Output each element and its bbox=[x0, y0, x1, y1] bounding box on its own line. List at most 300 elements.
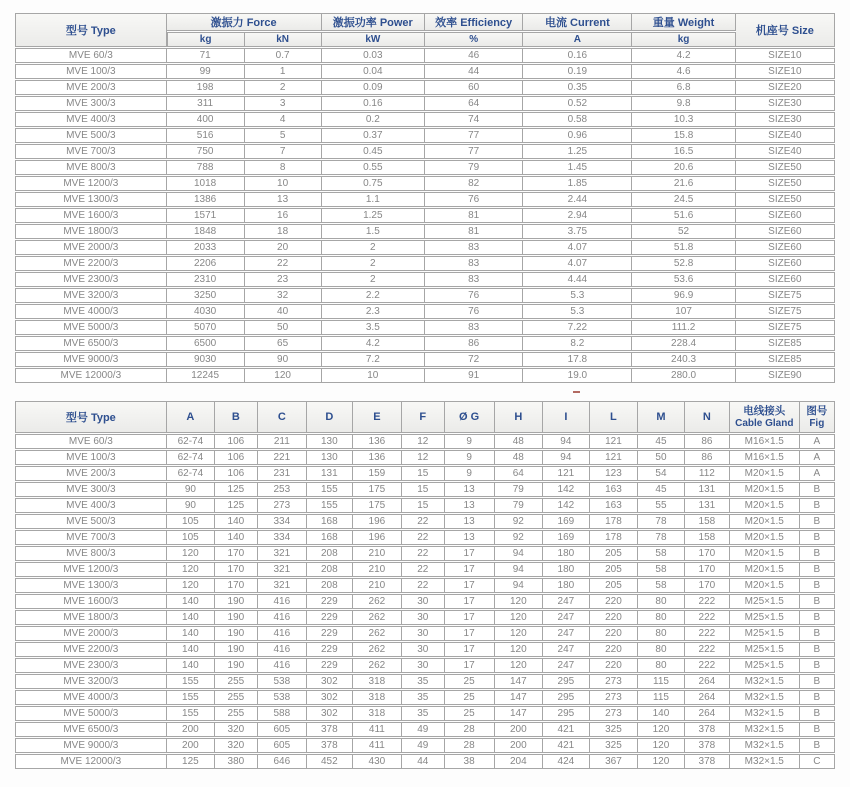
value-cell: 3.5 bbox=[322, 320, 425, 335]
value-cell: 25 bbox=[445, 706, 495, 721]
value-cell: 76 bbox=[425, 304, 523, 319]
value-cell: 295 bbox=[543, 674, 590, 689]
value-cell: 24.5 bbox=[632, 192, 735, 207]
value-cell: 20 bbox=[245, 240, 322, 255]
dimension-table-body bbox=[15, 434, 835, 769]
value-cell: M32×1.5 bbox=[730, 754, 800, 769]
value-cell: 0.03 bbox=[322, 48, 425, 63]
value-cell: 18 bbox=[245, 224, 322, 239]
value-cell: 0.96 bbox=[523, 128, 632, 143]
col-header-h: H bbox=[495, 401, 543, 433]
value-cell: 2310 bbox=[167, 272, 245, 287]
value-cell: 96.9 bbox=[632, 288, 735, 303]
model-cell: MVE 2300/3 bbox=[15, 272, 167, 287]
value-cell: 15 bbox=[402, 498, 445, 513]
value-cell: SIZE85 bbox=[736, 336, 835, 351]
value-cell: 106 bbox=[215, 434, 258, 449]
value-cell: 416 bbox=[258, 594, 307, 609]
table-row bbox=[15, 64, 835, 79]
value-cell: 30 bbox=[402, 626, 445, 641]
value-cell: 140 bbox=[167, 626, 215, 641]
model-cell: MVE 60/3 bbox=[15, 48, 167, 63]
value-cell: 170 bbox=[215, 562, 258, 577]
table-row bbox=[15, 112, 835, 127]
unit-weight-kg: kg bbox=[632, 32, 735, 47]
table-row bbox=[15, 658, 835, 673]
value-cell: 123 bbox=[590, 466, 638, 481]
value-cell: 5.3 bbox=[523, 288, 632, 303]
value-cell: 65 bbox=[245, 336, 322, 351]
value-cell: 9.8 bbox=[632, 96, 735, 111]
value-cell: 9030 bbox=[167, 352, 245, 367]
value-cell: 325 bbox=[590, 738, 638, 753]
value-cell: 3.75 bbox=[523, 224, 632, 239]
table-row bbox=[15, 530, 835, 545]
model-cell: MVE 400/3 bbox=[15, 498, 167, 513]
value-cell: 205 bbox=[590, 562, 638, 577]
col-header-d: D bbox=[307, 401, 353, 433]
col-header-e: E bbox=[353, 401, 402, 433]
value-cell: 7.2 bbox=[322, 352, 425, 367]
fig-label-zh: 图号 bbox=[806, 404, 828, 417]
value-cell: 30 bbox=[402, 610, 445, 625]
value-cell: 262 bbox=[353, 626, 402, 641]
value-cell: 0.7 bbox=[245, 48, 322, 63]
value-cell: 6.8 bbox=[632, 80, 735, 95]
value-cell: SIZE60 bbox=[736, 224, 835, 239]
value-cell: 1.1 bbox=[322, 192, 425, 207]
value-cell: 130 bbox=[307, 434, 353, 449]
value-cell: B bbox=[800, 674, 835, 689]
value-cell: 130 bbox=[307, 450, 353, 465]
value-cell: 77 bbox=[425, 128, 523, 143]
value-cell: 140 bbox=[215, 514, 258, 529]
value-cell: 0.37 bbox=[322, 128, 425, 143]
model-cell: MVE 2300/3 bbox=[15, 658, 167, 673]
value-cell: 334 bbox=[258, 514, 307, 529]
table-row bbox=[15, 240, 835, 255]
value-cell: 158 bbox=[685, 514, 730, 529]
model-cell: MVE 4000/3 bbox=[15, 690, 167, 705]
value-cell: 2 bbox=[245, 80, 322, 95]
value-cell: 22 bbox=[402, 578, 445, 593]
value-cell: 1.5 bbox=[322, 224, 425, 239]
col-header-type: 型号 Type bbox=[15, 13, 167, 47]
col-header-fig bbox=[800, 401, 835, 433]
col-header-i: I bbox=[543, 401, 590, 433]
value-cell: 273 bbox=[258, 498, 307, 513]
unit-current-a: A bbox=[523, 32, 632, 47]
model-cell: MVE 60/3 bbox=[15, 434, 167, 449]
value-cell: 222 bbox=[685, 642, 730, 657]
col-header-f: F bbox=[402, 401, 445, 433]
value-cell: 86 bbox=[685, 434, 730, 449]
value-cell: 77 bbox=[425, 144, 523, 159]
value-cell: 208 bbox=[307, 546, 353, 561]
table-row bbox=[15, 208, 835, 223]
value-cell: 378 bbox=[685, 738, 730, 753]
value-cell: B bbox=[800, 658, 835, 673]
value-cell: 229 bbox=[307, 658, 353, 673]
value-cell: 280.0 bbox=[632, 368, 735, 383]
value-cell: 421 bbox=[543, 722, 590, 737]
value-cell: 120 bbox=[495, 610, 543, 625]
model-cell: MVE 300/3 bbox=[15, 96, 167, 111]
model-cell: MVE 500/3 bbox=[15, 128, 167, 143]
value-cell: B bbox=[800, 722, 835, 737]
value-cell: 4030 bbox=[167, 304, 245, 319]
value-cell: 6500 bbox=[167, 336, 245, 351]
value-cell: 15.8 bbox=[632, 128, 735, 143]
value-cell: 80 bbox=[638, 610, 685, 625]
table-row bbox=[15, 352, 835, 367]
value-cell: SIZE10 bbox=[736, 48, 835, 63]
table-row bbox=[15, 272, 835, 287]
value-cell: M25×1.5 bbox=[730, 610, 800, 625]
col-header-power: 激振功率 Power bbox=[322, 13, 425, 31]
table-row bbox=[15, 224, 835, 239]
value-cell: 45 bbox=[638, 482, 685, 497]
value-cell: SIZE60 bbox=[736, 240, 835, 255]
model-cell: MVE 1300/3 bbox=[15, 192, 167, 207]
value-cell: 8.2 bbox=[523, 336, 632, 351]
value-cell: 17 bbox=[445, 546, 495, 561]
value-cell: 120 bbox=[495, 626, 543, 641]
value-cell: B bbox=[800, 594, 835, 609]
value-cell: 220 bbox=[590, 642, 638, 657]
value-cell: 81 bbox=[425, 224, 523, 239]
value-cell: 60 bbox=[425, 80, 523, 95]
value-cell: 142 bbox=[543, 482, 590, 497]
value-cell: 0.35 bbox=[523, 80, 632, 95]
table-row bbox=[15, 514, 835, 529]
value-cell: 255 bbox=[215, 674, 258, 689]
value-cell: 16.5 bbox=[632, 144, 735, 159]
value-cell: 538 bbox=[258, 674, 307, 689]
value-cell: 588 bbox=[258, 706, 307, 721]
col-header-a: A bbox=[167, 401, 215, 433]
value-cell: 170 bbox=[685, 562, 730, 577]
value-cell: 400 bbox=[167, 112, 245, 127]
value-cell: 205 bbox=[590, 578, 638, 593]
value-cell: 10 bbox=[245, 176, 322, 191]
value-cell: M25×1.5 bbox=[730, 658, 800, 673]
value-cell: 125 bbox=[215, 482, 258, 497]
value-cell: 7 bbox=[245, 144, 322, 159]
value-cell: 111.2 bbox=[632, 320, 735, 335]
table-row bbox=[15, 434, 835, 449]
value-cell: C bbox=[800, 754, 835, 769]
col-header-size: 机座号 Size bbox=[736, 13, 835, 47]
value-cell: 78 bbox=[638, 514, 685, 529]
value-cell: 30 bbox=[402, 642, 445, 657]
value-cell: 40 bbox=[245, 304, 322, 319]
value-cell: 10 bbox=[322, 368, 425, 383]
col-header-c: C bbox=[258, 401, 307, 433]
value-cell: 35 bbox=[402, 706, 445, 721]
model-cell: MVE 12000/3 bbox=[15, 368, 167, 383]
model-cell: MVE 1600/3 bbox=[15, 594, 167, 609]
value-cell: 90 bbox=[167, 498, 215, 513]
value-cell: 79 bbox=[495, 498, 543, 513]
model-cell: MVE 5000/3 bbox=[15, 320, 167, 335]
value-cell: 170 bbox=[215, 578, 258, 593]
value-cell: 231 bbox=[258, 466, 307, 481]
table-row bbox=[15, 546, 835, 561]
value-cell: 4.44 bbox=[523, 272, 632, 287]
value-cell: 1386 bbox=[167, 192, 245, 207]
value-cell: 120 bbox=[167, 562, 215, 577]
value-cell: 131 bbox=[685, 482, 730, 497]
value-cell: 0.19 bbox=[523, 64, 632, 79]
value-cell: 367 bbox=[590, 754, 638, 769]
value-cell: 210 bbox=[353, 562, 402, 577]
value-cell: SIZE50 bbox=[736, 176, 835, 191]
dimension-table bbox=[15, 400, 835, 770]
value-cell: 81 bbox=[425, 208, 523, 223]
value-cell: SIZE90 bbox=[736, 368, 835, 383]
value-cell: SIZE50 bbox=[736, 192, 835, 207]
value-cell: 1018 bbox=[167, 176, 245, 191]
value-cell: 115 bbox=[638, 690, 685, 705]
value-cell: 3 bbox=[245, 96, 322, 111]
model-cell: MVE 1200/3 bbox=[15, 562, 167, 577]
value-cell: 9 bbox=[445, 434, 495, 449]
value-cell: 240.3 bbox=[632, 352, 735, 367]
value-cell: 430 bbox=[353, 754, 402, 769]
value-cell: 45 bbox=[638, 434, 685, 449]
value-cell: SIZE30 bbox=[736, 96, 835, 111]
value-cell: 44 bbox=[425, 64, 523, 79]
value-cell: 9 bbox=[445, 466, 495, 481]
unit-efficiency-pct: % bbox=[425, 32, 523, 47]
value-cell: 62-74 bbox=[167, 466, 215, 481]
value-cell: 163 bbox=[590, 482, 638, 497]
value-cell: 94 bbox=[543, 434, 590, 449]
value-cell: 121 bbox=[590, 450, 638, 465]
value-cell: 136 bbox=[353, 434, 402, 449]
col-header-n: N bbox=[685, 401, 730, 433]
value-cell: 321 bbox=[258, 562, 307, 577]
table-row bbox=[15, 690, 835, 705]
model-cell: MVE 800/3 bbox=[15, 546, 167, 561]
value-cell: 1571 bbox=[167, 208, 245, 223]
value-cell: 131 bbox=[307, 466, 353, 481]
value-cell: 262 bbox=[353, 610, 402, 625]
value-cell: 58 bbox=[638, 578, 685, 593]
dimension-table-header bbox=[15, 401, 835, 433]
table-row bbox=[15, 320, 835, 335]
model-cell: MVE 1600/3 bbox=[15, 208, 167, 223]
value-cell: 13 bbox=[445, 498, 495, 513]
value-cell: 222 bbox=[685, 610, 730, 625]
value-cell: 253 bbox=[258, 482, 307, 497]
value-cell: 49 bbox=[402, 722, 445, 737]
table-row bbox=[15, 594, 835, 609]
value-cell: SIZE40 bbox=[736, 144, 835, 159]
separator-dash-mark bbox=[573, 391, 580, 393]
value-cell: 7.22 bbox=[523, 320, 632, 335]
value-cell: 0.58 bbox=[523, 112, 632, 127]
value-cell: 0.2 bbox=[322, 112, 425, 127]
value-cell: 264 bbox=[685, 706, 730, 721]
value-cell: 411 bbox=[353, 738, 402, 753]
table-row bbox=[15, 610, 835, 625]
value-cell: 58 bbox=[638, 546, 685, 561]
value-cell: 302 bbox=[307, 690, 353, 705]
table-row bbox=[15, 562, 835, 577]
value-cell: 120 bbox=[638, 738, 685, 753]
value-cell: B bbox=[800, 626, 835, 641]
value-cell: 4.6 bbox=[632, 64, 735, 79]
value-cell: 229 bbox=[307, 626, 353, 641]
performance-spec-table bbox=[15, 12, 835, 384]
value-cell: 155 bbox=[167, 706, 215, 721]
value-cell: 4.07 bbox=[523, 240, 632, 255]
value-cell: 54 bbox=[638, 466, 685, 481]
value-cell: 9 bbox=[445, 450, 495, 465]
value-cell: 169 bbox=[543, 514, 590, 529]
value-cell: 210 bbox=[353, 578, 402, 593]
value-cell: B bbox=[800, 578, 835, 593]
value-cell: 2206 bbox=[167, 256, 245, 271]
value-cell: 2 bbox=[322, 240, 425, 255]
unit-force-kn: kN bbox=[245, 32, 322, 47]
value-cell: 168 bbox=[307, 514, 353, 529]
value-cell: M20×1.5 bbox=[730, 578, 800, 593]
value-cell: B bbox=[800, 610, 835, 625]
value-cell: 120 bbox=[495, 642, 543, 657]
value-cell: M16×1.5 bbox=[730, 434, 800, 449]
value-cell: 175 bbox=[353, 498, 402, 513]
value-cell: 28 bbox=[445, 738, 495, 753]
value-cell: 334 bbox=[258, 530, 307, 545]
value-cell: B bbox=[800, 530, 835, 545]
value-cell: B bbox=[800, 642, 835, 657]
value-cell: 80 bbox=[638, 642, 685, 657]
value-cell: M20×1.5 bbox=[730, 498, 800, 513]
value-cell: 120 bbox=[638, 754, 685, 769]
value-cell: 273 bbox=[590, 690, 638, 705]
cable-gland-label-en: Cable Gland bbox=[735, 417, 794, 429]
value-cell: SIZE40 bbox=[736, 128, 835, 143]
value-cell: 12 bbox=[402, 450, 445, 465]
value-cell: 38 bbox=[445, 754, 495, 769]
value-cell: 302 bbox=[307, 706, 353, 721]
value-cell: 378 bbox=[685, 754, 730, 769]
value-cell: SIZE50 bbox=[736, 160, 835, 175]
value-cell: B bbox=[800, 498, 835, 513]
value-cell: 51.8 bbox=[632, 240, 735, 255]
model-cell: MVE 6500/3 bbox=[15, 336, 167, 351]
value-cell: SIZE75 bbox=[736, 288, 835, 303]
value-cell: 190 bbox=[215, 658, 258, 673]
value-cell: 120 bbox=[495, 658, 543, 673]
value-cell: 94 bbox=[495, 546, 543, 561]
value-cell: 380 bbox=[215, 754, 258, 769]
table-row bbox=[15, 304, 835, 319]
value-cell: SIZE85 bbox=[736, 352, 835, 367]
value-cell: 5.3 bbox=[523, 304, 632, 319]
value-cell: B bbox=[800, 738, 835, 753]
table-row bbox=[15, 80, 835, 95]
value-cell: 79 bbox=[425, 160, 523, 175]
model-cell: MVE 9000/3 bbox=[15, 738, 167, 753]
value-cell: 196 bbox=[353, 530, 402, 545]
value-cell: 80 bbox=[638, 658, 685, 673]
value-cell: A bbox=[800, 434, 835, 449]
value-cell: 8 bbox=[245, 160, 322, 175]
value-cell: 220 bbox=[590, 594, 638, 609]
value-cell: 25 bbox=[445, 690, 495, 705]
value-cell: 112 bbox=[685, 466, 730, 481]
value-cell: SIZE60 bbox=[736, 256, 835, 271]
value-cell: 788 bbox=[167, 160, 245, 175]
value-cell: 53.6 bbox=[632, 272, 735, 287]
value-cell: 2 bbox=[322, 256, 425, 271]
value-cell: M32×1.5 bbox=[730, 674, 800, 689]
value-cell: 79 bbox=[495, 482, 543, 497]
value-cell: 222 bbox=[685, 658, 730, 673]
value-cell: 264 bbox=[685, 674, 730, 689]
value-cell: 120 bbox=[638, 722, 685, 737]
value-cell: 121 bbox=[543, 466, 590, 481]
value-cell: 646 bbox=[258, 754, 307, 769]
value-cell: 155 bbox=[167, 690, 215, 705]
value-cell: 115 bbox=[638, 674, 685, 689]
value-cell: 190 bbox=[215, 610, 258, 625]
col-header-current: 电流 Current bbox=[523, 13, 632, 31]
value-cell: 142 bbox=[543, 498, 590, 513]
value-cell: 83 bbox=[425, 320, 523, 335]
model-cell: MVE 100/3 bbox=[15, 450, 167, 465]
value-cell: 247 bbox=[543, 626, 590, 641]
value-cell: 83 bbox=[425, 272, 523, 287]
value-cell: 320 bbox=[215, 738, 258, 753]
value-cell: M32×1.5 bbox=[730, 706, 800, 721]
value-cell: 83 bbox=[425, 240, 523, 255]
value-cell: 80 bbox=[638, 594, 685, 609]
value-cell: 52 bbox=[632, 224, 735, 239]
value-cell: 222 bbox=[685, 626, 730, 641]
col-header-cable-gland bbox=[730, 401, 800, 433]
value-cell: M32×1.5 bbox=[730, 722, 800, 737]
value-cell: 92 bbox=[495, 530, 543, 545]
value-cell: 204 bbox=[495, 754, 543, 769]
value-cell: 140 bbox=[215, 530, 258, 545]
value-cell: 200 bbox=[167, 738, 215, 753]
value-cell: 229 bbox=[307, 594, 353, 609]
value-cell: 229 bbox=[307, 642, 353, 657]
value-cell: 125 bbox=[167, 754, 215, 769]
value-cell: 320 bbox=[215, 722, 258, 737]
value-cell: 82 bbox=[425, 176, 523, 191]
value-cell: 2033 bbox=[167, 240, 245, 255]
value-cell: 90 bbox=[245, 352, 322, 367]
value-cell: 264 bbox=[685, 690, 730, 705]
value-cell: 2.94 bbox=[523, 208, 632, 223]
value-cell: 318 bbox=[353, 674, 402, 689]
value-cell: 180 bbox=[543, 578, 590, 593]
value-cell: 147 bbox=[495, 706, 543, 721]
value-cell: 0.55 bbox=[322, 160, 425, 175]
value-cell: 62-74 bbox=[167, 450, 215, 465]
value-cell: 1.25 bbox=[523, 144, 632, 159]
value-cell: 1.85 bbox=[523, 176, 632, 191]
value-cell: 13 bbox=[245, 192, 322, 207]
value-cell: 295 bbox=[543, 706, 590, 721]
value-cell: 76 bbox=[425, 288, 523, 303]
